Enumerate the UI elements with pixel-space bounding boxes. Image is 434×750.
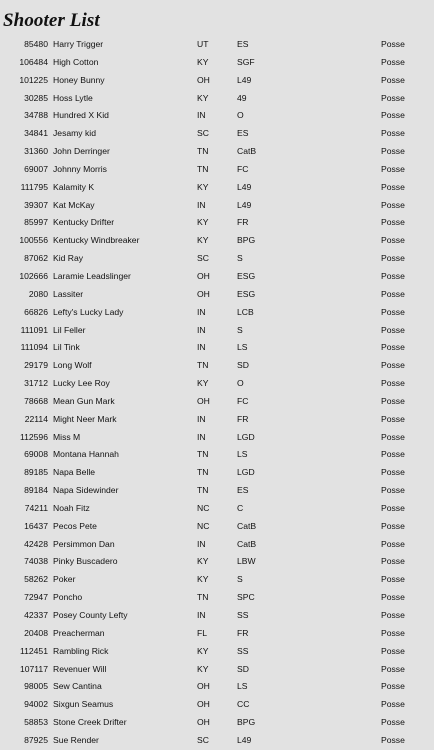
shooter-name: Sixgun Seamus — [53, 699, 114, 710]
shooter-id: 42428 — [24, 538, 48, 549]
shooter-name: Lil Feller — [53, 324, 86, 335]
shooter-category-code: LGD — [237, 467, 255, 478]
shooter-id: 111094 — [20, 342, 48, 353]
shooter-name: Lassiter — [53, 288, 84, 299]
shooter-row — [0, 322, 434, 340]
shooter-id: 111091 — [20, 324, 48, 335]
shooter-id: 89184 — [24, 485, 48, 496]
shooter-id: 107117 — [19, 663, 48, 674]
shooter-category-code: S — [237, 574, 243, 585]
shooter-category-code: O — [237, 110, 244, 121]
shooter-id: 112596 — [19, 431, 48, 442]
shooter-row — [0, 393, 434, 411]
shooter-category-code: LBW — [237, 556, 256, 567]
shooter-category-code: CatB — [237, 520, 257, 531]
shooter-posse: Posse — [381, 74, 405, 85]
shooter-row — [0, 54, 434, 72]
shooter-posse: Posse — [381, 717, 405, 728]
shooter-posse: Posse — [381, 181, 405, 192]
shooter-name: Pinky Buscadero — [53, 556, 118, 567]
shooter-category-code: S — [237, 253, 243, 264]
shooter-state: IN — [197, 110, 206, 121]
shooter-posse: Posse — [381, 467, 405, 478]
shooter-row — [0, 661, 434, 679]
shooter-id: 66826 — [24, 306, 48, 317]
shooter-posse: Posse — [381, 163, 405, 174]
shooter-row — [0, 304, 434, 322]
shooter-row — [0, 232, 434, 250]
shooter-name: Poncho — [53, 592, 83, 603]
shooter-name: Lil Tink — [53, 342, 80, 353]
shooter-category-code: SD — [237, 360, 249, 371]
shooter-state: KY — [197, 92, 209, 103]
shooter-state: IN — [197, 431, 206, 442]
shooter-row — [0, 250, 434, 268]
shooter-name: Might Neer Mark — [53, 413, 117, 424]
shooter-id: 58853 — [24, 717, 48, 728]
shooter-row — [0, 90, 434, 108]
shooter-name: Sue Render — [53, 734, 99, 745]
shooter-name: Stone Creek Drifter — [53, 717, 127, 728]
shooter-id: 42337 — [24, 610, 48, 620]
shooter-name: Hundred X Kid — [53, 110, 109, 121]
shooter-row — [0, 500, 434, 518]
shooter-state: KY — [197, 663, 209, 674]
shooter-posse: Posse — [381, 413, 405, 424]
shooter-row — [0, 714, 434, 732]
shooter-id: 72947 — [24, 592, 48, 603]
shooter-category-code: FR — [237, 627, 249, 638]
shooter-name: Miss M — [53, 431, 81, 442]
shooter-id: 74038 — [24, 556, 48, 567]
shooter-name: Napa Sidewinder — [53, 485, 119, 496]
shooter-posse: Posse — [381, 199, 405, 210]
shooter-name: Johnny Morris — [53, 163, 107, 174]
shooter-id: 16437 — [24, 520, 48, 531]
shooter-state: KY — [197, 56, 209, 67]
shooter-id: 2080 — [28, 288, 48, 299]
shooter-name: Harry Trigger — [53, 39, 104, 49]
shooter-category-code: FC — [237, 163, 249, 174]
shooter-state: SC — [197, 734, 209, 745]
shooter-category-code: SPC — [237, 592, 255, 603]
shooter-posse: Posse — [381, 324, 405, 335]
shooter-category-code: LS — [237, 681, 248, 692]
shooter-name: Noah Fitz — [53, 502, 90, 513]
shooter-name: Kat McKay — [53, 199, 95, 210]
shooter-posse: Posse — [381, 520, 405, 531]
shooter-category-code: CC — [237, 699, 250, 710]
shooter-state: NC — [197, 520, 210, 531]
shooter-category-code: SS — [237, 610, 249, 620]
shooter-category-code: ES — [237, 128, 249, 139]
shooter-posse: Posse — [381, 574, 405, 585]
shooter-state: NC — [197, 502, 210, 513]
shooter-list — [0, 36, 434, 750]
page-title: Shooter List — [3, 10, 100, 31]
shooter-name: High Cotton — [53, 56, 99, 67]
shooter-state: KY — [197, 235, 209, 246]
shooter-row — [0, 482, 434, 500]
shooter-name: Sew Cantina — [53, 681, 102, 692]
shooter-id: 20408 — [24, 627, 48, 638]
shooter-id: 102666 — [19, 270, 48, 281]
shooter-name: Napa Belle — [53, 467, 96, 478]
shooter-id: 85997 — [24, 217, 48, 228]
shooter-row — [0, 268, 434, 286]
shooter-category-code: LS — [237, 342, 248, 353]
shooter-posse: Posse — [381, 485, 405, 496]
shooter-row — [0, 375, 434, 393]
shooter-state: KY — [197, 378, 209, 389]
shooter-state: TN — [197, 146, 209, 157]
shooter-posse: Posse — [381, 306, 405, 317]
shooter-posse: Posse — [381, 378, 405, 389]
shooter-posse: Posse — [381, 235, 405, 246]
shooter-id: 112451 — [19, 645, 48, 656]
shooter-id: 87062 — [24, 253, 48, 264]
shooter-posse: Posse — [381, 627, 405, 638]
shooter-row — [0, 607, 434, 625]
shooter-category-code: LCB — [237, 306, 254, 317]
shooter-row — [0, 357, 434, 375]
shooter-row — [0, 553, 434, 571]
shooter-category-code: L49 — [237, 74, 252, 85]
shooter-posse: Posse — [381, 734, 405, 745]
shooter-id: 29179 — [24, 360, 48, 371]
shooter-category-code: ESG — [237, 270, 256, 281]
shooter-category-code: L49 — [237, 199, 252, 210]
shooter-row — [0, 696, 434, 714]
shooter-state: TN — [197, 360, 209, 371]
shooter-row — [0, 107, 434, 125]
shooter-category-code: FR — [237, 413, 249, 424]
shooter-state: TN — [197, 467, 209, 478]
shooter-id: 69007 — [24, 163, 48, 174]
shooter-category-code: L49 — [237, 181, 252, 192]
shooter-row — [0, 72, 434, 90]
shooter-id: 34841 — [24, 128, 48, 139]
shooter-row — [0, 411, 434, 429]
shooter-row — [0, 464, 434, 482]
shooter-state: SC — [197, 128, 209, 139]
shooter-posse: Posse — [381, 92, 405, 103]
shooter-row — [0, 643, 434, 661]
shooter-id: 78668 — [24, 395, 48, 406]
shooter-posse: Posse — [381, 645, 405, 656]
shooter-state: TN — [197, 485, 209, 496]
shooter-posse: Posse — [381, 449, 405, 460]
shooter-state: OH — [197, 699, 210, 710]
shooter-name: Hoss Lytle — [53, 92, 93, 103]
shooter-state: OH — [197, 395, 210, 406]
shooter-name: Lucky Lee Roy — [53, 378, 110, 389]
shooter-posse: Posse — [381, 39, 405, 49]
shooter-state: IN — [197, 324, 206, 335]
shooter-state: IN — [197, 306, 206, 317]
shooter-row — [0, 179, 434, 197]
shooter-posse: Posse — [381, 395, 405, 406]
shooter-category-code: BPG — [237, 717, 256, 728]
shooter-state: KY — [197, 556, 209, 567]
shooter-state: IN — [197, 342, 206, 353]
shooter-id: 94002 — [24, 699, 48, 710]
shooter-category-code: CatB — [237, 146, 257, 157]
shooter-state: OH — [197, 717, 210, 728]
shooter-category-code: LGD — [237, 431, 255, 442]
shooter-id: 31712 — [24, 378, 48, 389]
shooter-state: IN — [197, 538, 206, 549]
shooter-name: Mean Gun Mark — [53, 395, 115, 406]
shooter-state: TN — [197, 449, 209, 460]
shooter-state: UT — [197, 39, 209, 49]
shooter-category-code: 49 — [237, 92, 247, 103]
shooter-row — [0, 518, 434, 536]
shooter-id: 34788 — [24, 110, 48, 121]
shooter-name: Long Wolf — [53, 360, 92, 371]
shooter-id: 89185 — [24, 467, 48, 478]
shooter-state: KY — [197, 217, 209, 228]
shooter-posse: Posse — [381, 56, 405, 67]
shooter-posse: Posse — [381, 681, 405, 692]
shooter-name: Rambling Rick — [53, 645, 109, 656]
shooter-state: FL — [197, 627, 208, 638]
shooter-category-code: LS — [237, 449, 248, 460]
shooter-posse: Posse — [381, 610, 405, 620]
shooter-name: Montana Hannah — [53, 449, 119, 460]
shooter-name: Lefty's Lucky Lady — [53, 306, 124, 317]
shooter-id: 69008 — [24, 449, 48, 460]
shooter-posse: Posse — [381, 110, 405, 121]
shooter-state: KY — [197, 645, 209, 656]
shooter-posse: Posse — [381, 253, 405, 264]
shooter-row — [0, 536, 434, 554]
shooter-category-code: FC — [237, 395, 249, 406]
shooter-category-code: S — [237, 324, 243, 335]
shooter-row — [0, 625, 434, 643]
shooter-category-code: L49 — [237, 734, 252, 745]
shooter-category-code: C — [237, 502, 244, 513]
shooter-row — [0, 571, 434, 589]
shooter-posse: Posse — [381, 360, 405, 371]
shooter-name: Revenuer Will — [53, 663, 107, 674]
shooter-id: 74211 — [24, 502, 48, 513]
shooter-name: Kentucky Windbreaker — [53, 235, 140, 246]
shooter-posse: Posse — [381, 538, 405, 549]
shooter-id: 101225 — [19, 74, 48, 85]
shooter-row — [0, 161, 434, 179]
shooter-id: 87925 — [24, 734, 48, 745]
shooter-name: Honey Bunny — [53, 74, 105, 85]
shooter-posse: Posse — [381, 502, 405, 513]
shooter-id: 111795 — [20, 181, 48, 192]
shooter-row — [0, 36, 434, 54]
shooter-category-code: SGF — [237, 56, 255, 67]
shooter-row — [0, 125, 434, 143]
shooter-category-code: SD — [237, 663, 249, 674]
shooter-state: TN — [197, 163, 209, 174]
shooter-row — [0, 429, 434, 447]
shooter-state: OH — [197, 74, 210, 85]
shooter-state: IN — [197, 413, 206, 424]
shooter-category-code: SS — [237, 645, 249, 656]
shooter-row — [0, 214, 434, 232]
shooter-posse: Posse — [381, 128, 405, 139]
shooter-state: TN — [197, 592, 209, 603]
shooter-name: Kalamity K — [53, 181, 95, 192]
shooter-posse: Posse — [381, 342, 405, 353]
shooter-posse: Posse — [381, 288, 405, 299]
shooter-category-code: CatB — [237, 538, 257, 549]
shooter-id: 31360 — [24, 146, 48, 157]
shooter-name: Posey County Lefty — [53, 610, 128, 620]
shooter-row — [0, 197, 434, 215]
shooter-row — [0, 446, 434, 464]
shooter-name: Kid Ray — [53, 253, 84, 264]
shooter-state: OH — [197, 288, 210, 299]
shooter-id: 106484 — [19, 56, 48, 67]
shooter-row — [0, 339, 434, 357]
shooter-state: IN — [197, 199, 206, 210]
shooter-posse: Posse — [381, 699, 405, 710]
shooter-row — [0, 589, 434, 607]
shooter-row — [0, 143, 434, 161]
shooter-name: Pecos Pete — [53, 520, 97, 531]
shooter-posse: Posse — [381, 592, 405, 603]
shooter-category-code: ES — [237, 39, 249, 49]
shooter-id: 85480 — [24, 39, 48, 49]
shooter-id: 58262 — [24, 574, 48, 585]
shooter-name: John Derringer — [53, 146, 110, 157]
shooter-posse: Posse — [381, 270, 405, 281]
shooter-state: OH — [197, 270, 210, 281]
shooter-name: Preacherman — [53, 627, 105, 638]
shooter-id: 30285 — [24, 92, 48, 103]
shooter-posse: Posse — [381, 146, 405, 157]
shooter-posse: Posse — [381, 556, 405, 567]
shooter-id: 22114 — [24, 413, 48, 424]
shooter-name: Kentucky Drifter — [53, 217, 115, 228]
shooter-state: SC — [197, 253, 209, 264]
shooter-name: Poker — [53, 574, 76, 585]
shooter-posse: Posse — [381, 217, 405, 228]
shooter-posse: Posse — [381, 431, 405, 442]
shooter-state: IN — [197, 610, 206, 620]
shooter-posse: Posse — [381, 663, 405, 674]
shooter-category-code: ES — [237, 485, 249, 496]
shooter-state: KY — [197, 574, 209, 585]
shooter-name: Jesamy kid — [53, 128, 96, 139]
shooter-name: Laramie Leadslinger — [53, 270, 131, 281]
shooter-category-code: O — [237, 378, 244, 389]
shooter-id: 100556 — [19, 235, 48, 246]
shooter-row — [0, 286, 434, 304]
shooter-id: 98005 — [24, 681, 48, 692]
shooter-id: 39307 — [24, 199, 48, 210]
shooter-category-code: BPG — [237, 235, 256, 246]
shooter-row — [0, 678, 434, 696]
shooter-category-code: ESG — [237, 288, 256, 299]
shooter-category-code: FR — [237, 217, 249, 228]
shooter-row — [0, 732, 434, 750]
shooter-name: Persimmon Dan — [53, 538, 115, 549]
shooter-state: KY — [197, 181, 209, 192]
shooter-state: OH — [197, 681, 210, 692]
